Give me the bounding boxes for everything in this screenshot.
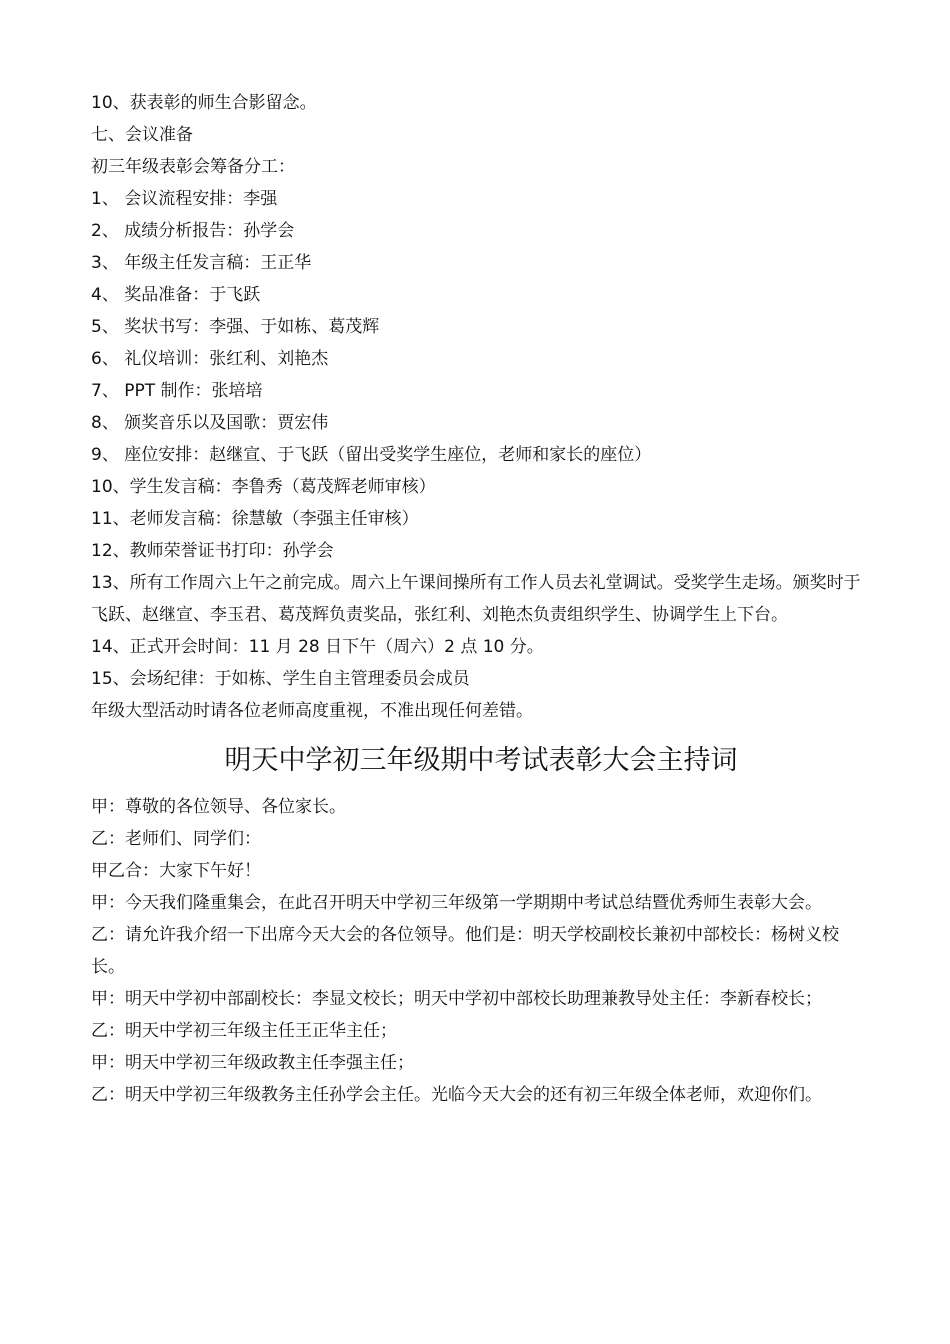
section-heading: 七、会议准备 — [91, 125, 193, 145]
list-item: 8、 颁奖音乐以及国歌：贾宏伟 — [91, 413, 329, 433]
list-item: 13、所有工作周六上午之前完成。周六上午课间操所有工作人员去礼堂调试。受奖学生走场。颁奖时于飞跃、赵继宣、李玉君、葛茂辉负责奖品，张红利、刘艳杰负责组织学生、协调学生上下台。 — [91, 573, 861, 625]
list-intro: 初三年级表彰会筹备分工： — [91, 157, 295, 177]
script-line: 甲：尊敬的各位领导、各位家长。 — [91, 797, 346, 817]
list-item: 9、 座位安排：赵继宣、于飞跃（留出受奖学生座位，老师和家长的座位） — [91, 445, 652, 465]
list-item: 2、 成绩分析报告：孙学会 — [91, 221, 295, 241]
script-line: 甲乙合：大家下午好！ — [91, 861, 261, 881]
list-item: 15、会场纪律：于如栋、学生自主管理委员会成员 — [91, 669, 470, 689]
list-item: 14、正式开会时间：11 月 28 日下午（周六）2 点 10 分。 — [91, 637, 544, 657]
list-item: 12、教师荣誉证书打印：孙学会 — [91, 541, 334, 561]
list-item: 1、 会议流程安排：李强 — [91, 189, 278, 209]
script-line: 乙：老师们、同学们： — [91, 829, 261, 849]
list-item: 3、 年级主任发言稿：王正华 — [91, 253, 312, 273]
script-line: 甲：明天中学初三年级政教主任李强主任； — [91, 1053, 414, 1073]
script-line: 甲：明天中学初中部副校长：李显文校长；明天中学初中部校长助理兼教导处主任：李新春校长； — [91, 989, 822, 1009]
list-item: 10、获表彰的师生合影留念。 — [91, 93, 317, 113]
script-title: 明天中学初三年级期中考试表彰大会主持词 — [224, 745, 738, 776]
list-item: 11、老师发言稿：徐慧敏（李强主任审核） — [91, 509, 419, 529]
script-line: 乙：明天中学初三年级主任王正华主任； — [91, 1021, 397, 1041]
list-item: 4、 奖品准备：于飞跃 — [91, 285, 261, 305]
document-page — [91, 87, 871, 1111]
script-line: 乙：明天中学初三年级教务主任孙学会主任。光临今天大会的还有初三年级全体老师，欢迎你们。 — [91, 1085, 822, 1105]
list-item: 7、 PPT 制作：张培培 — [91, 381, 263, 401]
list-item: 5、 奖状书写：李强、于如栋、葛茂辉 — [91, 317, 380, 337]
list-item: 6、 礼仪培训：张红利、刘艳杰 — [91, 349, 329, 369]
closing-note: 年级大型活动时请各位老师高度重视，不准出现任何差错。 — [91, 701, 533, 721]
script-line: 乙：请允许我介绍一下出席今天大会的各位领导。他们是：明天学校副校长兼初中部校长：杨树义校长。 — [91, 925, 839, 977]
list-item: 10、学生发言稿：李鲁秀（葛茂辉老师审核） — [91, 477, 436, 497]
script-line: 甲：今天我们隆重集会，在此召开明天中学初三年级第一学期期中考试总结暨优秀师生表彰大会。 — [91, 893, 822, 913]
